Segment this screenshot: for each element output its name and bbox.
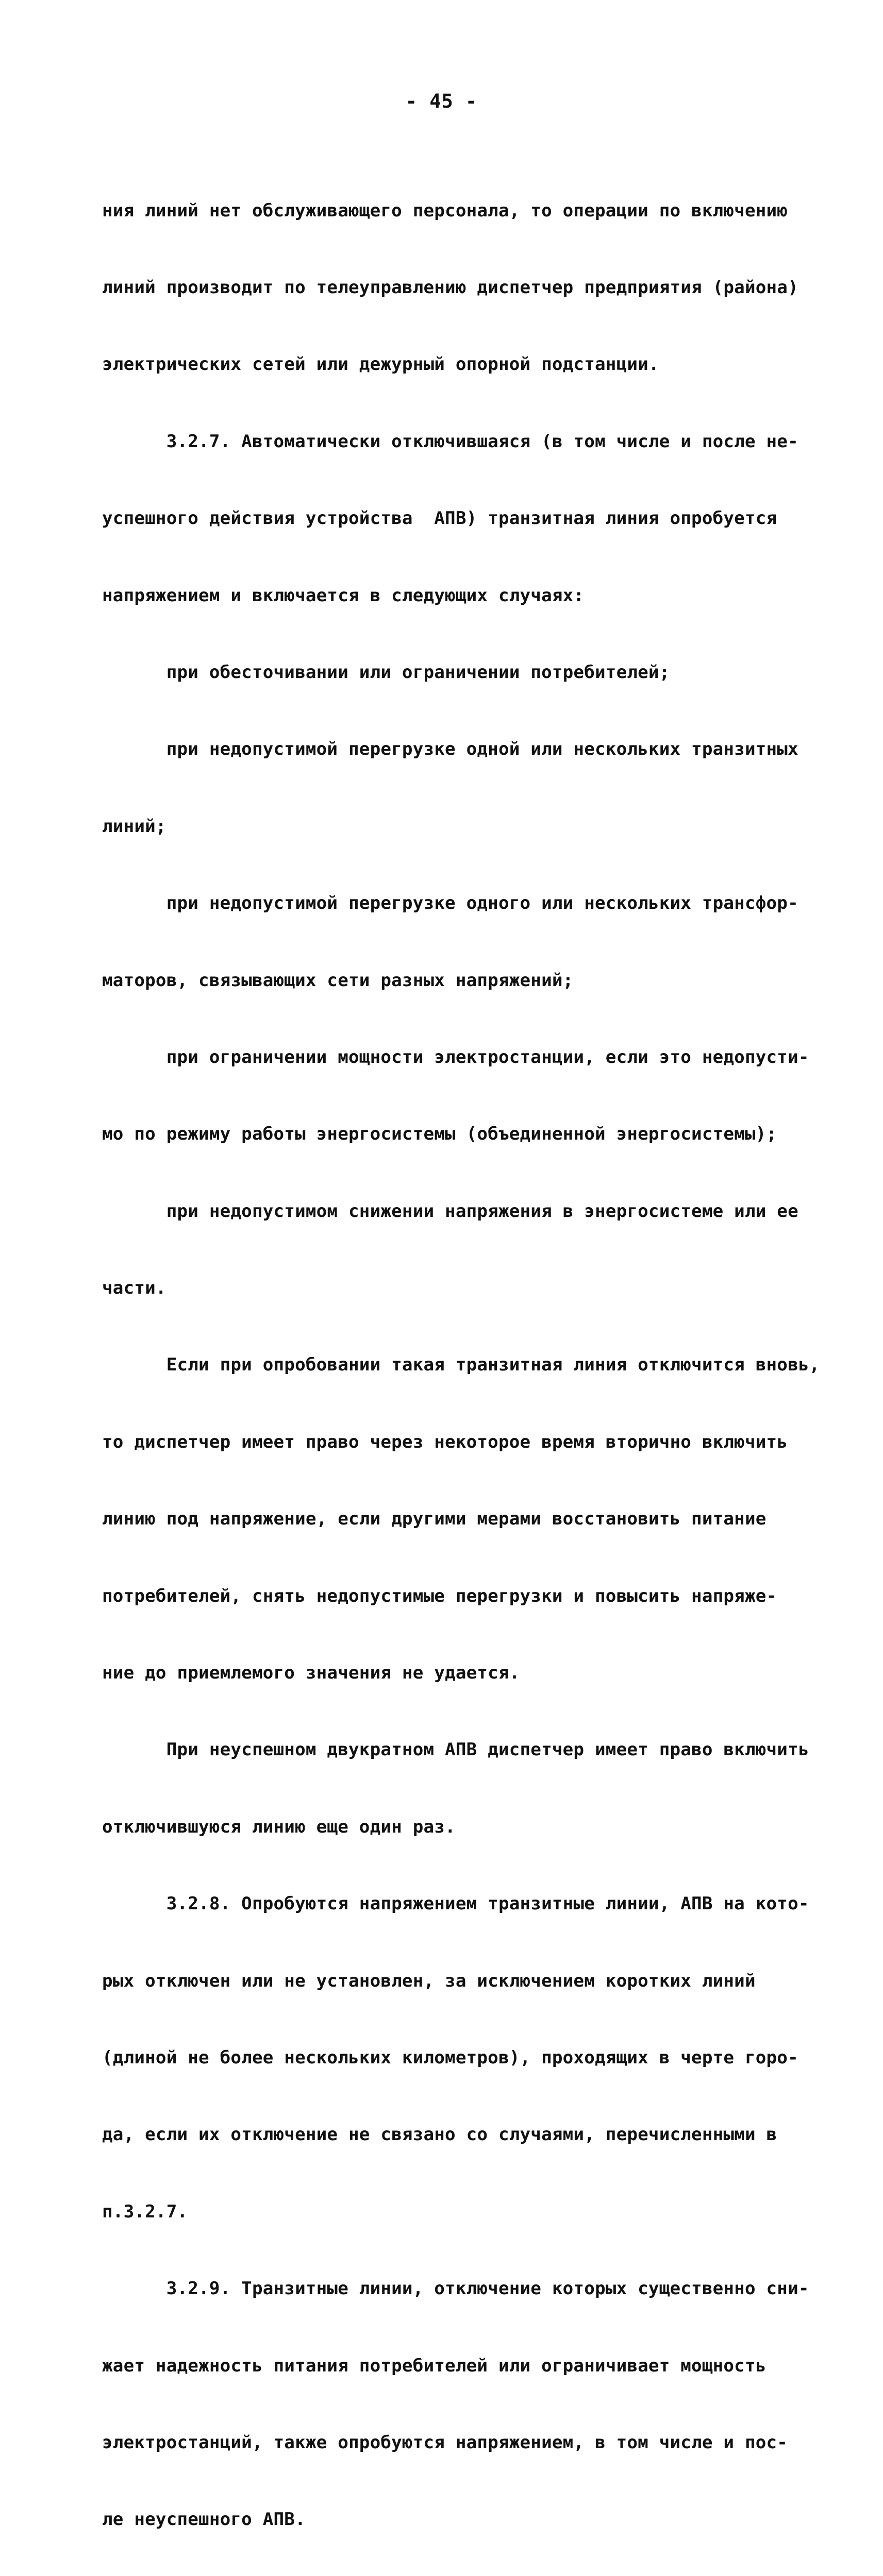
text-line: электрических сетей или дежурный опорной подстанции. [102, 354, 659, 375]
text-line: отключившуюся линию еще один раз. [102, 1816, 456, 1837]
text-line: маторов, связывающих сети разных напряжений; [102, 970, 574, 991]
text-line: п.3.2.7. [102, 2201, 188, 2222]
text-line: линий; [102, 816, 166, 837]
text-line: При неуспешном двукратном АПВ диспетчер имеет право включить [102, 1739, 809, 1760]
text-line: мо по режиму работы энергосистемы (объединенной энергосистемы); [102, 1124, 777, 1145]
text-line: 3.2.8. Опробуются напряжением транзитные линии, АПВ на кото- [102, 1893, 809, 1914]
text-line: электростанций, также опробуются напряжением, в том числе и пос- [102, 2432, 788, 2453]
document-text [102, 147, 820, 2576]
text-line: потребителей, снять недопустимые перегрузки и повысить напряже- [102, 1585, 777, 1606]
text-line: при недопустимой перегрузке одной или нескольких транзитных [102, 739, 798, 760]
text-line: линию под напряжение, если другими мерами восстановить питание [102, 1509, 767, 1530]
text-line: линий производит по телеуправлению диспетчер предприятия (района) [102, 277, 798, 298]
text-line: то диспетчер имеет право через некоторое время вторично включить [102, 1431, 788, 1452]
text-line: ние до приемлемого значения не удается. [102, 1663, 520, 1684]
text-line: рых отключен или не установлен, за исключением коротких линий [102, 1970, 756, 1991]
text-line: 3.2.7. Автоматически отключившаяся (в том числе и после не- [102, 431, 798, 452]
text-line: (длиной не более нескольких километров), проходящих в черте горо- [102, 2047, 798, 2068]
text-line: напряжением и включается в следующих случаях: [102, 585, 585, 606]
text-line: жает надежность питания потребителей или ограничивает мощность [102, 2355, 767, 2376]
text-line: да, если их отключение не связано со случаями, перечисленными в [102, 2124, 777, 2145]
text-line: при недопустимой перегрузке одного или нескольких трансфор- [102, 893, 798, 914]
text-line: успешного действия устройства АПВ) транзитная линия опробуется [102, 508, 777, 529]
text-line: при ограничении мощности электростанции, если это недопусти- [102, 1046, 809, 1067]
text-line: части. [102, 1278, 166, 1299]
page-number: - 45 - [405, 90, 478, 112]
text-line: при обесточивании или ограничении потребителей; [102, 662, 670, 683]
text-line: Если при опробовании такая транзитная линия отключится вновь, [102, 1354, 820, 1376]
text-line: ле неуспешного АПВ. [102, 2509, 306, 2530]
text-line: ния линий нет обслуживающего персонала, то операции по включению [102, 200, 788, 221]
text-line: 3.2.9. Транзитные линии, отключение которых существенно сни- [102, 2278, 809, 2299]
text-line: при недопустимом снижении напряжения в энергосистеме или ее [102, 1200, 798, 1222]
